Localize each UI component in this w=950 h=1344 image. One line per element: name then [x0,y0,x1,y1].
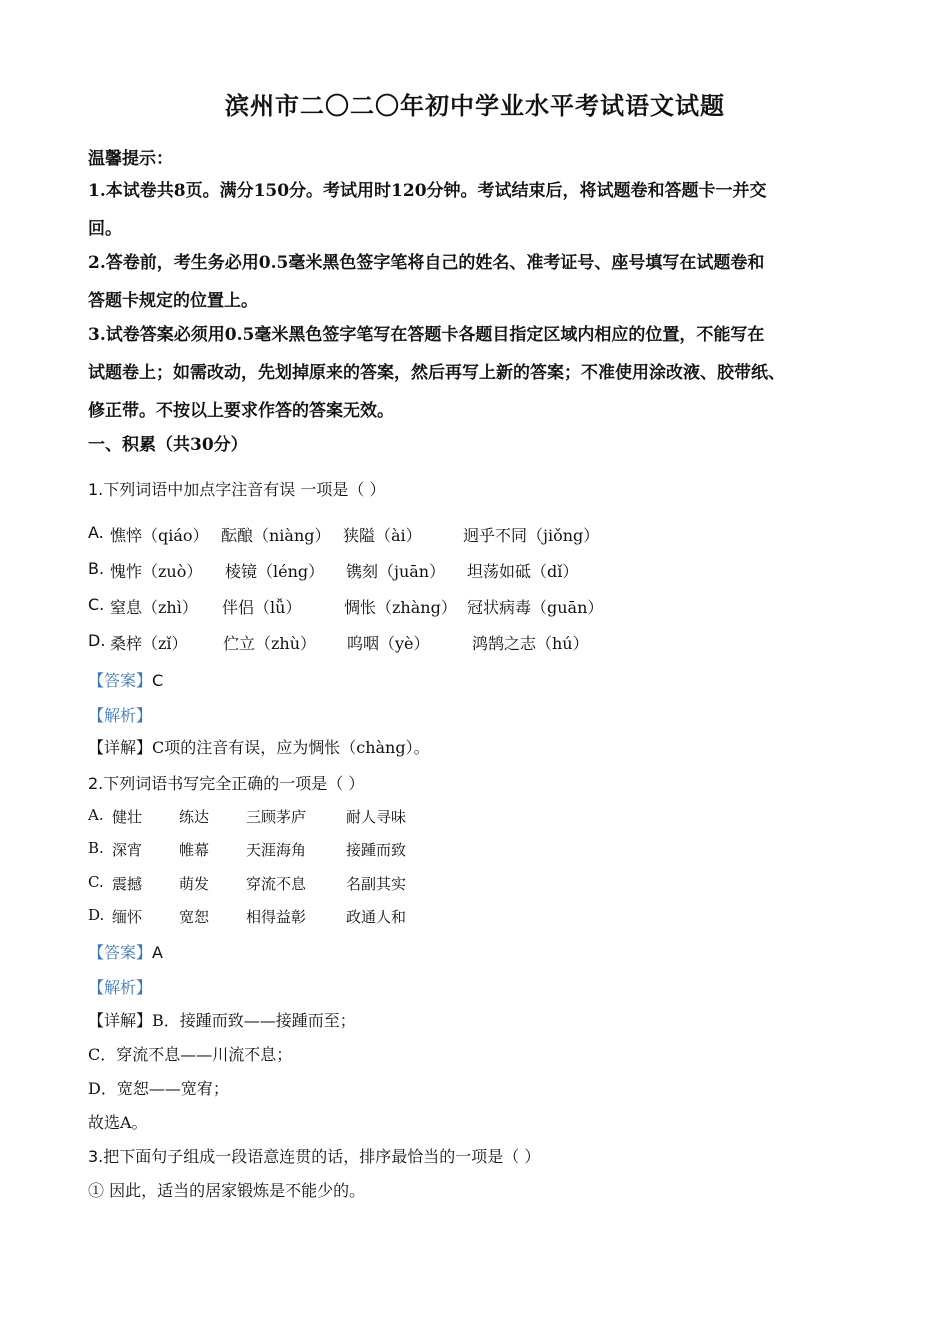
q1-option-b-item: 镌刻（juān） [346,562,446,581]
q1-option-a-item: 狭隘（ài） [343,526,422,545]
q2-option-c-item: 震撼 [112,875,143,893]
question-number: 2. [88,774,104,793]
question-text: 把下面句子组成一段语意连贯的话，排序最恰当的一项是（ ） [103,1147,541,1166]
q2-option-b-item: 天涯海角 [246,841,307,859]
q2-option-b-letter: B. [88,839,104,857]
q1-option-c-item: 冠状病毒（guān） [467,598,604,617]
q1-option-d-item: 鸿鹄之志（hú） [472,634,589,653]
q1-option-a-item: 迥乎不同（jiǒng） [463,526,600,545]
notice-item-3-cont2: 修正带。不按以上要求作答的答案无效。 [88,401,394,421]
answer-value: A [152,943,163,962]
answer-tag: 【答案】 [88,943,153,962]
q2-option-c-letter: C. [88,873,104,891]
q1-option-c-item: 窒息（zhì） [110,598,198,617]
q1-option-d-item: 呜咽（yè） [347,634,430,653]
q2-detail-line: 故选A。 [88,1113,148,1132]
answer-value: C [152,671,164,690]
question-text: 下列词语中加点字注音有误 一项是（ ） [103,480,386,499]
notice-item-1-cont: 回。 [88,219,122,239]
q1-option-d-item: 桑梓（zǐ） [110,634,188,653]
q2-option-a-item: 健壮 [112,808,143,826]
q2-option-d-item: 政通人和 [346,908,407,926]
notice-item-2: 2.答卷前，考生务必用0.5毫米黑色签字笔将自己的姓名、准考证号、座号填写在试题卷和 [88,253,765,273]
answer-tag: 【答案】 [88,671,153,690]
q2-detail-line: C．穿流不息——川流不息； [88,1045,293,1064]
q2-option-a-letter: A. [88,806,104,824]
q2-option-b-item: 帷幕 [179,841,210,859]
q1-answer [88,668,163,691]
q3-sentence-1: ① 因此，适当的居家锻炼是不能少的。 [88,1181,366,1200]
q2-answer [88,940,163,963]
q2-detail-line: 【详解】B．接踵而致——接踵而至； [88,1011,356,1030]
notice-item-3-cont: 试题卷上；如需改动，先划掉原来的答案，然后再写上新的答案；不准使用涂改液、胶带纸、 [88,363,785,383]
notice-item-2-cont: 答题卡规定的位置上。 [88,291,258,311]
q2-option-b-item: 深宵 [112,841,143,859]
question-number: 1. [88,480,104,499]
question-number: 3. [88,1147,104,1166]
question-3-stem [88,1144,540,1167]
q2-option-b-item: 接踵而致 [346,841,407,859]
question-2-stem [88,771,364,794]
q2-detail-line: D．宽恕——宽宥； [88,1079,229,1098]
section-heading: 一、积累（共30分） [88,435,248,455]
q1-detail: 【详解】C项的注音有误，应为惆怅（chàng）。 [88,738,430,757]
q2-option-c-item: 萌发 [179,875,210,893]
question-1-stem [88,477,385,500]
q2-option-a-item: 练达 [179,808,210,826]
q1-option-c-item: 伴侣（lǚ） [222,598,302,617]
q2-option-d-item: 宽恕 [179,908,210,926]
question-text: 下列词语书写完全正确的一项是（ ） [103,774,365,793]
q1-option-a: A. [88,523,104,542]
q1-analysis-tag: 【解析】 [88,706,153,725]
q2-option-a-item: 耐人寻味 [346,808,407,826]
q1-option-b-item: 坦荡如砥（dǐ） [467,562,579,581]
q2-option-c-item: 名副其实 [346,875,407,893]
q1-option-b: B. [88,559,105,578]
q2-option-c-item: 穿流不息 [246,875,307,893]
page-title: 滨州市二〇二〇年初中学业水平考试语文试题 [225,91,725,120]
q2-option-d-item: 相得益彰 [246,908,307,926]
q2-analysis-tag: 【解析】 [88,978,153,997]
q1-option-a-item: 憔悴（qiáo） [110,526,209,545]
q2-option-d-letter: D. [88,906,105,924]
q1-option-b-item: 棱镜（léng） [225,562,325,581]
q1-option-a-item: 酝酿（niàng） [221,526,331,545]
q1-option-d: D. [88,631,106,650]
notice-heading: 温馨提示： [88,149,173,169]
notice-item-3: 3.试卷答案必须用0.5毫米黑色签字笔写在答题卡各题目指定区域内相应的位置，不能写在 [88,325,765,345]
q2-option-d-item: 缅怀 [112,908,143,926]
q1-option-c: C. [88,595,105,614]
q2-option-a-item: 三顾茅庐 [246,808,307,826]
q1-option-c-item: 惆怅（zhàng） [344,598,457,617]
q1-option-d-item: 伫立（zhù） [223,634,317,653]
notice-item-1: 1.本试卷共8页。满分150分。考试用时120分钟。考试结束后，将试题卷和答题卡一并交 [88,181,767,201]
q1-option-b-item: 愧怍（zuò） [110,562,203,581]
